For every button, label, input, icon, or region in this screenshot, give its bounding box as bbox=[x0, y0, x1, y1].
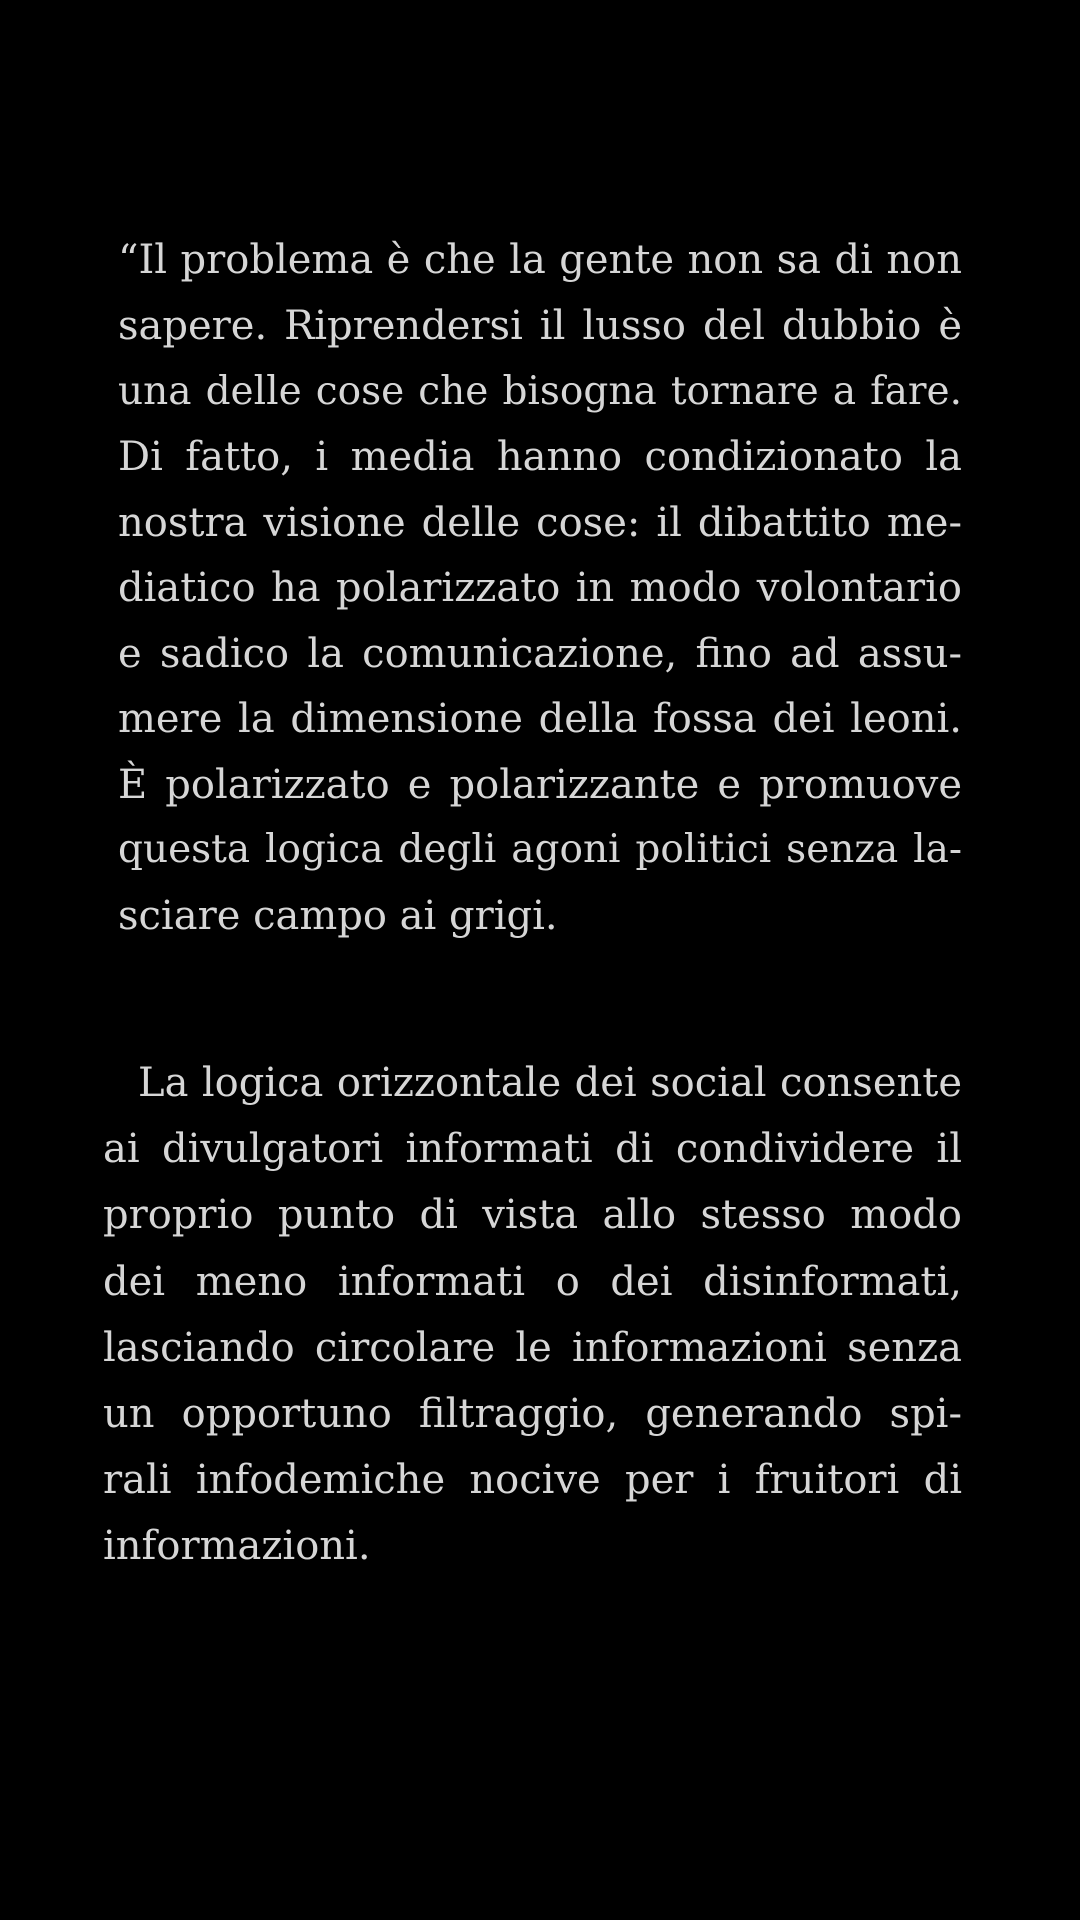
quote-line: Di fatto, i media hanno condizionato la bbox=[118, 434, 962, 480]
quote-line: questa logica degli agoni politici senza la- bbox=[118, 827, 962, 872]
quote-line: una delle cose che bisogna tornare a fare. bbox=[118, 369, 962, 414]
quote-line: sapere. Riprendersi il lusso del dubbio è bbox=[118, 303, 962, 349]
paragraph-line: rali infodemiche nocive per i fruitori di bbox=[103, 1457, 962, 1503]
paragraph-line: proprio punto di vista allo stesso modo bbox=[103, 1192, 962, 1238]
quote-line: sciare campo ai grigi. bbox=[118, 893, 558, 939]
paragraph-line: informazioni. bbox=[103, 1523, 371, 1569]
paragraph-line: un opportuno filtraggio, generando spi- bbox=[103, 1391, 962, 1437]
quote-line: mere la dimensione della fossa dei leoni. bbox=[118, 696, 962, 742]
paragraph-line: dei meno informati o dei disinformati, bbox=[103, 1259, 962, 1305]
paragraph-line: ai divulgatori informati di condividere il bbox=[103, 1126, 962, 1172]
quote-line: “Il problema è che la gente non sa di non bbox=[118, 237, 962, 283]
paragraph-line: La logica orizzontale dei social consente bbox=[138, 1060, 962, 1106]
quote-line: nostra visione delle cose: il dibattito me- bbox=[118, 500, 962, 546]
paragraph-line: lasciando circolare le informazioni senza bbox=[103, 1325, 962, 1371]
quote-line: È polarizzato e polarizzante e promuove bbox=[118, 762, 962, 808]
quote-line: diatico ha polarizzato in modo volontario bbox=[118, 565, 962, 611]
quote-line: e sadico la comunicazione, fino ad assu- bbox=[118, 631, 962, 677]
